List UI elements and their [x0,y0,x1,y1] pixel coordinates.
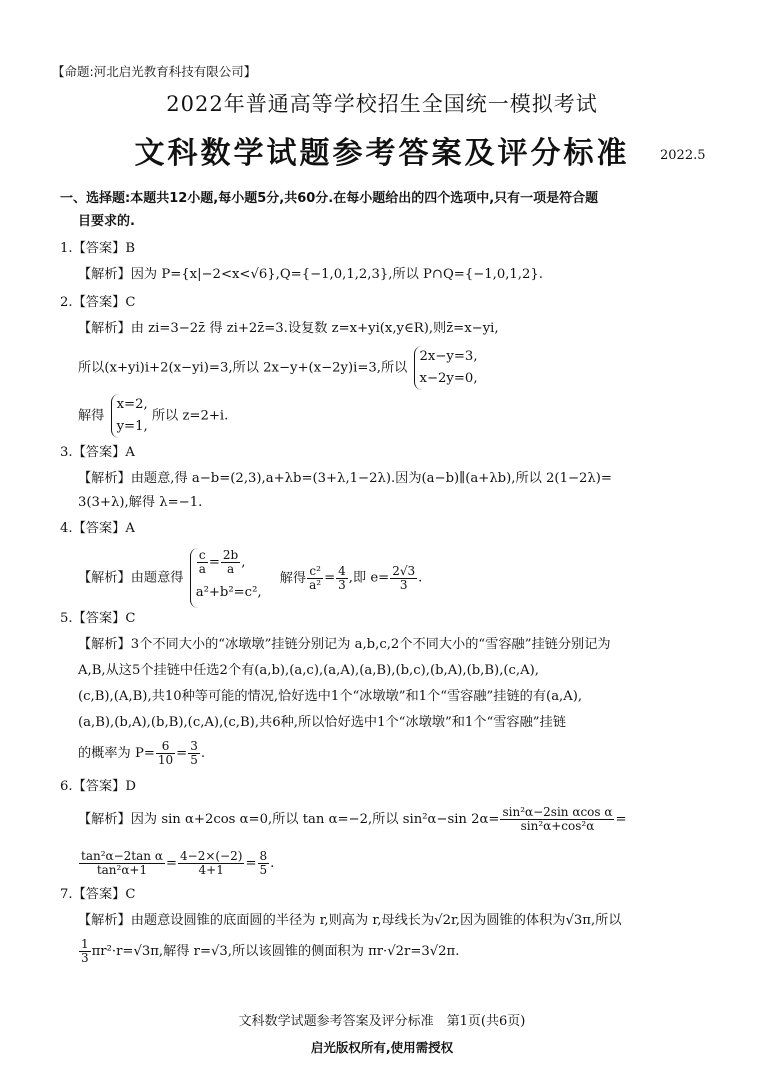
q6-answer: 6.【答案】D [60,779,136,794]
q4-answer: 4.【答案】A [60,521,135,536]
q2-eq1: 2x−y=3, [419,349,478,364]
q4-prefix: 【解析】由题意得 [78,570,184,586]
doc-date: 2022.5 [660,148,706,163]
q2-solution-line1: 【解析】由 zi=3−2z̄ 得 zi+2z̄=3.设复数 z=x+yi(x,y∈R),则z̄=x−yi, [78,321,499,336]
q4-solution: 【解析】由题意得 $\frac{c}{a}$ = $\frac{2b}{a}$ , a²+b²=c², 解得 $\frac{\text{c²}}{\text{a²}}$ = $\frac{4}{3}$ ,即 e= $\frac{2√3}{3}$ . [78,548,422,608]
q3-solution-line1: 【解析】由题意,得 a−b=(2,3),a+λb=(3+λ,1−2λ).因为(a−b)∥(a+λb),所以 2(1−2λ)= [78,471,612,486]
q1-solution: 【解析】因为 P={x|−2<x<√6},Q={−1,0,1,2,3},所以 P∩Q={−1,0,1,2}. [78,267,543,282]
q6-solution-line1: 【解析】因为 sin α+2cos α=0,所以 tan α=−2,所以 sin²α−sin 2α= $\frac{\text{sin²α−2sin αcos α}}{\text{sin²α+cos²α}}$ = [78,805,627,833]
q5-frac1: $\frac{6}{10}$ [157,739,174,767]
q7-answer: 7.【答案】C [60,887,136,902]
q6-frac2: $\frac{\text{tan²α−2tan α}}{\text{tan²α+1}}$ [81,849,163,877]
q2-res2: y=1, [116,419,148,434]
q4-mid2: ,即 e= [348,570,390,586]
q5-solution-line2: A,B,从这5个挂链中任选2个有(a,b),(a,c),(a,A),(a,B),(b,c),(b,A),(b,B),(c,A), [78,663,539,678]
q4-eq1: $\frac{c}{a}$ = $\frac{2b}{a}$ , [198,548,246,576]
q7-solution-line1: 【解析】由题意设圆锥的底面圆的半径为 r,则高为 r,母线长为√2r,因为圆锥的体积为√3π,所以 [78,913,622,928]
q2-solve-prefix: 解得 [78,408,105,424]
q4-equation-system [190,548,262,608]
section-heading-cont: 目要求的. [78,214,135,229]
q1-answer: 1.【答案】B [60,241,136,256]
q5-solution-line4: (a,B),(b,A),(b,B),(c,A),(c,B),共6种,所以恰好选中1个“冰墩墩”和1个“雪容融”挂链 [78,715,566,730]
q4-frac1: $\frac{\text{c²}}{\text{a²}}$ [309,563,322,592]
q2-text: 所以(x+yi)i+2(x−yi)=3,所以 2x−y+(x−2y)i=3,所以 [78,360,408,376]
exam-title: 2022年普通高等学校招生全国统一模拟考试 [166,92,598,116]
q5-solution-line1: 【解析】3个不同大小的“冰墩墩”挂链分别记为 a,b,c,2个不同大小的“雪容融”挂链分别记为 [78,637,611,652]
q3-answer: 3.【答案】A [60,445,135,460]
q2-res1: x=2, [116,397,148,412]
section-heading: 一、选择题:本题共12小题,每小题5分,共60分.在每小题给出的四个选项中,只有一项是符合题 [60,191,599,206]
q4-frac3: $\frac{2√3}{3}$ [392,563,416,592]
q4-mid: 解得 [279,570,307,586]
q5-answer: 5.【答案】C [60,611,136,626]
q5-solution-line5: 的概率为 P= $\frac{6}{10}$ = $\frac{3}{5}$ . [78,739,206,767]
credit-line: 【命题:河北启光教育科技有限公司】 [52,64,257,79]
q2-equation-system [414,346,478,390]
q6-frac4: $\frac{8}{5}$ [259,849,268,877]
q3-solution-line2: 3(3+λ),解得 λ=−1. [78,495,203,510]
q2-eq2: x−2y=0, [419,371,478,386]
q6-frac1: $\frac{\text{sin²α−2sin αcos α}}{\text{sin²α+cos²α}}$ [502,805,613,833]
q2-answer: 2.【答案】C [60,295,136,310]
q6-solution-line2: $\frac{\text{tan²α−2tan α}}{\text{tan²α+1}}$ = $\frac{4-2\times(-2)}{4+1}$ = $\frac{8}{5}$ . [81,849,275,877]
q7-frac1: $\frac{1}{3}$ [81,937,89,965]
page-footer: 文科数学试题参考答案及评分标准 第1页(共6页) [238,1014,526,1029]
q4-eq2: a²+b²=c², [195,585,262,600]
q5-solution-line3: (c,B),(A,B),共10种等可能的情况,恰好选中1个“冰墩墩”和1个“雪容融”挂链的有(a,A), [78,689,583,704]
doc-title: 文科数学试题参考答案及评分标准 [134,136,630,171]
q4-frac2: $\frac{4}{3}$ [338,563,346,592]
q2-solution-line3 [78,394,228,438]
q6-frac3: $\frac{4-2\times(-2)}{4+1}$ [180,849,243,877]
q5-frac2: $\frac{3}{5}$ [190,739,198,767]
q7-solution-line2: $\frac{1}{3}$ πr²·r=√3π,解得 r=√3,所以该圆锥的侧面积为 πr·√2r=3√2π. [81,937,460,965]
q2-result-system [111,394,148,438]
q2-solve-suffix: 所以 z=2+i. [151,408,229,424]
copyright-notice: 启光版权所有,使用需授权 [310,1040,454,1055]
q2-solution-line2 [78,346,478,390]
